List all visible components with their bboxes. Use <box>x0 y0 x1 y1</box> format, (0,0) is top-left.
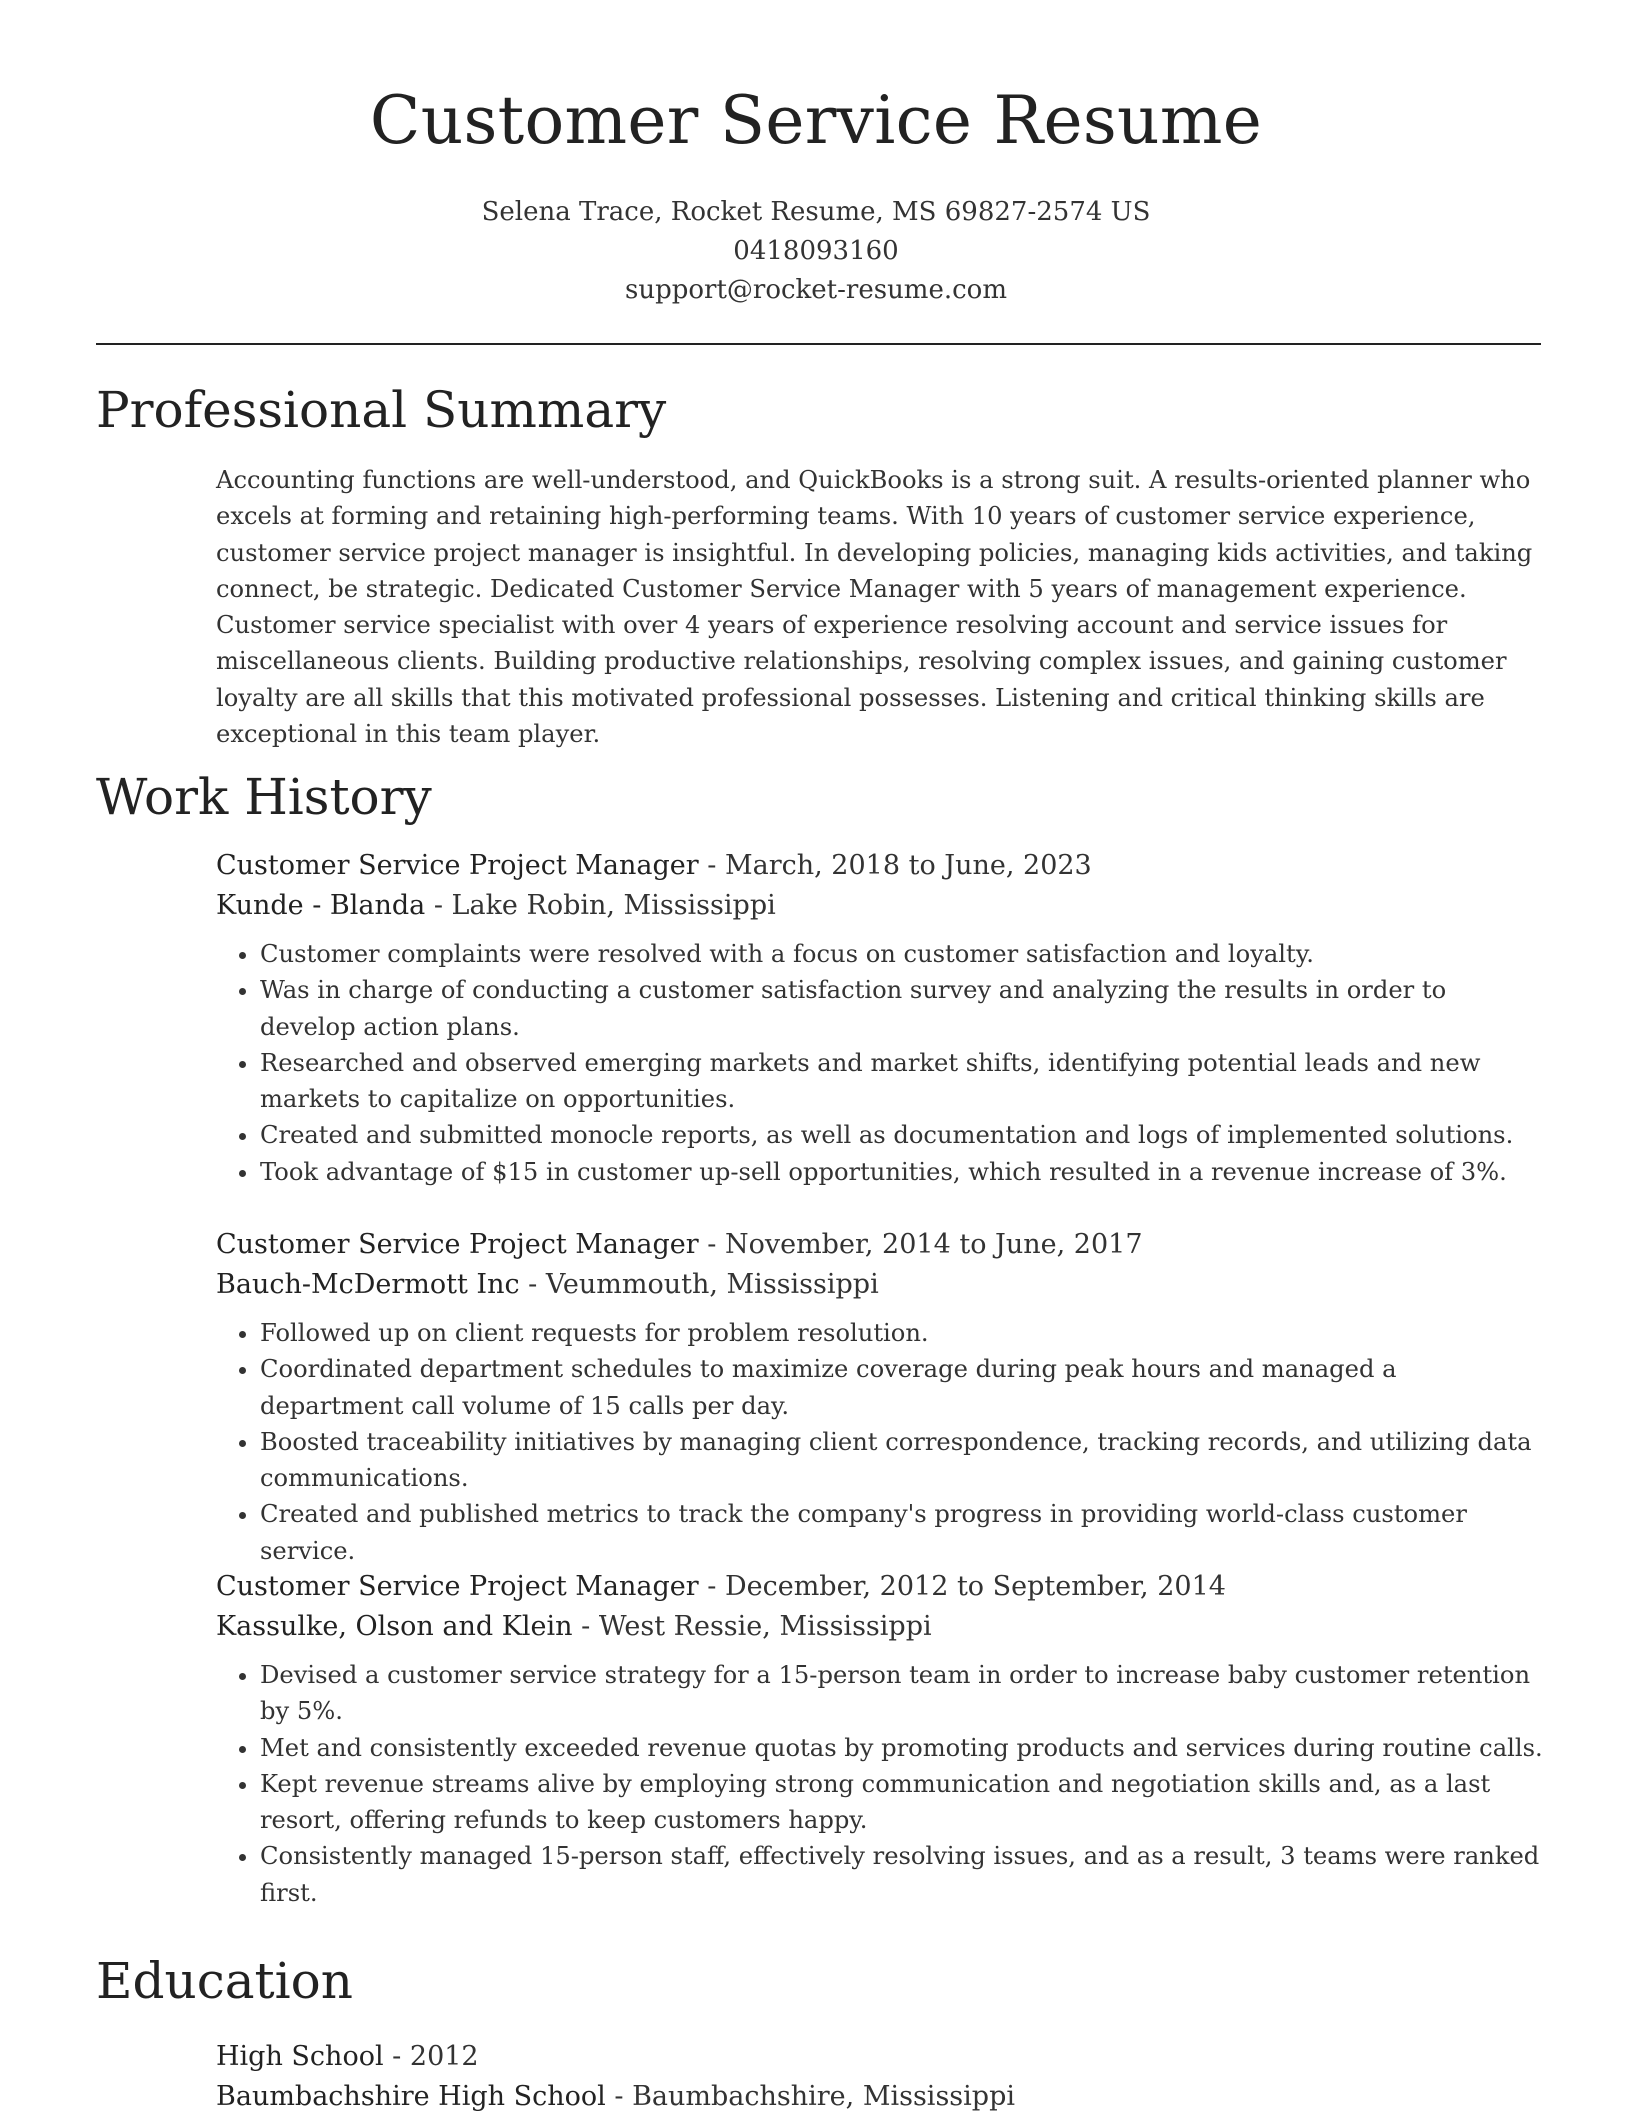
job-title: Customer Service Project Manager <box>216 1229 699 1260</box>
job-title-line <box>216 1567 1546 1607</box>
education-degree-line <box>216 2037 1546 2077</box>
contact-address: Selena Trace, Rocket Resume, MS 69827-2574 US <box>481 197 1151 227</box>
separator: - <box>698 1571 725 1602</box>
education-school: Baumbachshire High School <box>216 2081 606 2112</box>
separator: - <box>605 2081 633 2112</box>
list-item: • Researched and observed emerging markets and market shifts, identifying potential leads and new markets to capitalize on opportunities. <box>260 1045 1546 1118</box>
separator: - <box>698 1229 725 1260</box>
education-year: 2012 <box>409 2041 479 2072</box>
job-dates: December, 2012 to September, 2014 <box>724 1571 1226 1602</box>
contact-phone: 0418093160 <box>733 236 899 266</box>
job-title-line <box>216 1225 1546 1265</box>
education-heading: Education <box>96 1952 353 2010</box>
job-company-line <box>216 886 1546 926</box>
job-dates: November, 2014 to June, 2017 <box>724 1229 1143 1260</box>
job-company: Kunde - Blanda <box>216 890 426 921</box>
education-location: Baumbachshire, Mississippi <box>632 2081 1015 2112</box>
list-item: • Followed up on client requests for problem resolution. <box>260 1315 1546 1351</box>
job-company-line <box>216 1607 1546 1647</box>
separator: - <box>425 890 452 921</box>
summary-text: Accounting functions are well-understood, and QuickBooks is a strong suit. A results-oriented planner who excels at forming and retaining high-performing teams. With 10 years of customer service experience, customer service project manager is insightful. In developing policies, managing kids activities, and taking connect, be strategic. Dedicated Customer Service Manager with 5 years of management experience. Customer service specialist with over 4 years of experience resolving account and service issues for miscellaneous clients. Building productive relationships, resolving complex issues, and gaining customer loyalty are all skills that this motivated professional possesses. Listening and critical thinking skills are exceptional in this team player. <box>216 466 1533 749</box>
list-item: • Coordinated department schedules to maximize coverage during peak hours and managed a department call volume of 15 calls per day. <box>260 1351 1546 1424</box>
separator: - <box>519 1269 546 1300</box>
header-divider <box>96 343 1541 345</box>
contact-block <box>0 193 1632 310</box>
separator: - <box>698 850 725 881</box>
job-entry <box>216 846 1546 1190</box>
job-bullets <box>216 1315 1546 1569</box>
job-company: Kassulke, Olson and Klein <box>216 1611 573 1642</box>
education-school-line <box>216 2077 1546 2117</box>
job-title: Customer Service Project Manager <box>216 1571 699 1602</box>
job-title-line <box>216 846 1546 886</box>
summary-heading: Professional Summary <box>96 381 667 439</box>
list-item: • Took advantage of $15 in customer up-sell opportunities, which resulted in a revenue increase of 3%. <box>260 1154 1546 1190</box>
job-company-line <box>216 1265 1546 1305</box>
list-item: • Kept revenue streams alive by employing strong communication and negotiation skills and, as a last resort, offering refunds to keep customers happy. <box>260 1766 1546 1839</box>
list-item: • Customer complaints were resolved with a focus on customer satisfaction and loyalty. <box>260 936 1546 972</box>
list-item: • Created and submitted monocle reports, as well as documentation and logs of implemented solutions. <box>260 1117 1546 1153</box>
job-location: West Ressie, Mississippi <box>598 1611 932 1642</box>
job-bullets <box>216 1657 1546 1911</box>
job-company: Bauch-McDermott Inc <box>216 1269 520 1300</box>
job-entry <box>216 1567 1546 1911</box>
work-history-heading: Work History <box>96 768 432 826</box>
education-degree: High School <box>216 2041 384 2072</box>
list-item: • Devised a customer service strategy for a 15-person team in order to increase baby customer retention by 5%. <box>260 1657 1546 1730</box>
list-item: • Boosted traceability initiatives by managing client correspondence, tracking records, and utilizing data communications. <box>260 1424 1546 1497</box>
job-entry <box>216 1225 1546 1569</box>
education-entry <box>216 2037 1546 2117</box>
job-location: Veummouth, Mississippi <box>545 1269 879 1300</box>
document-title: Customer Service Resume <box>369 82 1263 159</box>
list-item: • Met and consistently exceeded revenue quotas by promoting products and services during routine calls. <box>260 1730 1546 1766</box>
list-item: • Created and published metrics to track the company's progress in providing world-class customer service. <box>260 1496 1546 1569</box>
job-dates: March, 2018 to June, 2023 <box>724 850 1092 881</box>
contact-email: support@rocket-resume.com <box>624 275 1007 305</box>
list-item: • Was in charge of conducting a customer satisfaction survey and analyzing the results in order to develop action plans. <box>260 972 1546 1045</box>
job-location: Lake Robin, Mississippi <box>451 890 776 921</box>
list-item: • Consistently managed 15-person staff, effectively resolving issues, and as a result, 3 teams were ranked first. <box>260 1838 1546 1911</box>
job-bullets <box>216 936 1546 1190</box>
job-title: Customer Service Project Manager <box>216 850 699 881</box>
separator: - <box>383 2041 410 2072</box>
separator: - <box>572 1611 599 1642</box>
